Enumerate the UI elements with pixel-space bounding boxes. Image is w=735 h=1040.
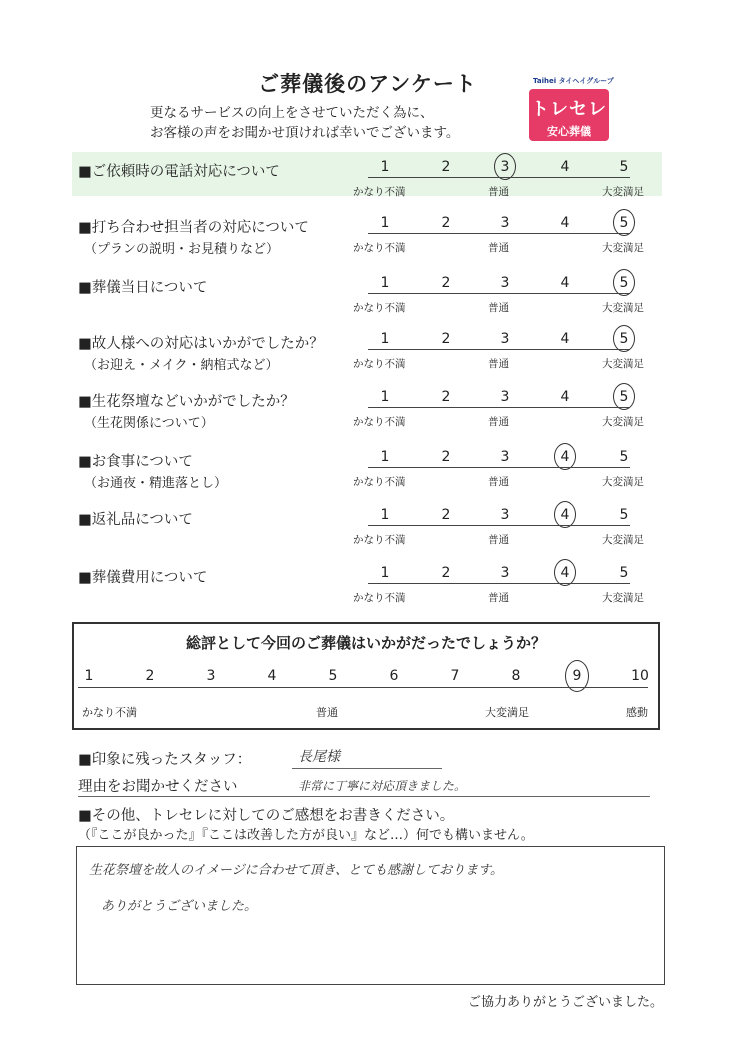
selected-rating-circle [554,501,576,528]
selected-rating-circle [613,325,635,352]
scale-label-mid: 普通 [488,534,509,546]
question-label: ■ご依頼時の電話対応について [78,164,280,180]
rating-option: 4 [560,389,570,405]
selected-rating-circle [494,153,516,180]
scale-label-low: かなり不満 [353,358,406,370]
overall-box [72,622,660,730]
rating-option: 4 [560,215,570,231]
rating-option: 5 [619,389,629,405]
rating-option: 1 [380,331,390,347]
overall-option: 6 [389,668,399,684]
rating-option: 1 [380,159,390,175]
rating-option: 3 [500,507,510,523]
rating-option: 3 [500,389,510,405]
scale-label-mid: 普通 [488,302,509,314]
question-label: ■生花祭壇などいかがでしたか？ [78,394,295,410]
overall-label-mid: 普通 [316,706,338,719]
scale-label-high: 大変満足 [602,534,644,546]
scale-line [368,293,630,294]
question-sub: （お迎え・メイク・納棺式など） [84,358,279,373]
rating-option: 1 [380,389,390,405]
overall-option: 9 [572,668,582,684]
rating-option: 4 [560,565,570,581]
selected-rating-circle [613,269,635,296]
overall-question: 総評として今回のご葬儀はいかがだったでしょうか？ [185,634,546,652]
comment-line-2: ありがとうございました。 [101,899,258,914]
question-label: ■葬儀当日について [78,280,208,296]
question-label: ■故人様への対応はいかがでしたか？ [78,336,324,352]
rating-option: 5 [619,331,629,347]
overall-option: 5 [328,668,338,684]
overall-option: 4 [267,668,277,684]
scale-label-low: かなり不満 [353,476,406,488]
question-label: ■打ち合わせ担当者の対応について [78,220,309,236]
rating-option: 2 [441,507,451,523]
tresele-logo [529,89,609,141]
scale-label-high: 大変満足 [602,358,644,370]
scale-label-mid: 普通 [488,476,509,488]
overall-scale-line [78,687,648,688]
rating-option: 2 [441,389,451,405]
footer-thanks: ご協力ありがとうございました。 [468,995,664,1010]
question-label: ■葬儀費用について [78,570,208,586]
rating-option: 2 [441,565,451,581]
overall-label-low: かなり不満 [82,706,137,719]
rating-option: 3 [500,331,510,347]
overall-option: 2 [145,668,155,684]
scale-label-low: かなり不満 [353,242,406,254]
scale-label-mid: 普通 [488,416,509,428]
other-note: （『ここが良かった』『ここは改善した方が良い』など…）何でも構いません。 [78,828,534,843]
selected-rating-circle [554,559,576,586]
scale-line [368,349,630,350]
scale-label-low: かなり不満 [353,534,406,546]
question-sub: （お通夜・精進落とし） [84,476,228,491]
reason-underline [78,796,650,797]
rating-option: 5 [619,565,629,581]
rating-option: 3 [500,215,510,231]
question-sub: （プランの説明・お見積りなど） [84,242,280,257]
overall-option: 10 [631,668,649,684]
rating-option: 2 [441,159,451,175]
rating-option: 1 [380,507,390,523]
scale-label-mid: 普通 [488,358,509,370]
rating-option: 1 [380,275,390,291]
comment-box [76,846,665,985]
scale-label-high: 大変満足 [602,416,644,428]
rating-option: 1 [380,215,390,231]
question-label: ■返礼品について [78,512,193,528]
overall-option: 1 [84,668,94,684]
rating-option: 1 [380,449,390,465]
scale-label-low: かなり不満 [353,302,406,314]
rating-option: 2 [441,215,451,231]
rating-option: 5 [619,159,629,175]
overall-option: 7 [450,668,460,684]
reason-label: 理由をお聞かせください [78,779,238,795]
scale-label-low: かなり不満 [353,592,406,604]
scale-line [368,177,630,178]
rating-option: 3 [500,159,510,175]
group-logo: Taihei タイヘイグループ [533,77,614,85]
scale-label-mid: 普通 [488,186,509,198]
overall-label-high: 大変満足 [485,706,529,719]
scale-label-low: かなり不満 [353,416,406,428]
reason-value: 非常に丁寧に対応頂きました。 [298,779,467,793]
scale-label-high: 大変満足 [602,592,644,604]
comment-line-1: 生花祭壇を故人のイメージに合わせて頂き、とても感謝しております。 [89,863,504,878]
intro-line-1: 更なるサービスの向上をさせていただく為に、 [150,105,434,121]
selected-rating-circle [613,209,635,236]
question-sub: （生花関係について） [84,416,214,431]
scale-label-low: かなり不満 [353,186,406,198]
overall-label-top: 感動 [626,706,648,719]
scale-line [368,407,630,408]
scale-label-high: 大変満足 [602,186,644,198]
scale-line [368,525,630,526]
rating-option: 5 [619,215,629,231]
scale-label-high: 大変満足 [602,242,644,254]
overall-option: 8 [511,668,521,684]
rating-option: 4 [560,331,570,347]
rating-option: 3 [500,565,510,581]
logo-name: トレセレ [531,99,607,120]
rating-option: 4 [560,159,570,175]
rating-option: 5 [619,449,629,465]
rating-option: 2 [441,331,451,347]
selected-rating-circle [554,443,576,470]
other-label: ■その他、トレセレに対してのご感想をお書きください。 [78,808,455,824]
staff-label: ■印象に残ったスタッフ： [78,752,252,768]
rating-option: 2 [441,275,451,291]
scale-label-high: 大変満足 [602,476,644,488]
rating-option: 4 [560,275,570,291]
rating-option: 5 [619,275,629,291]
scale-line [368,467,630,468]
rating-option: 4 [560,449,570,465]
selected-rating-circle [613,383,635,410]
scale-line [368,583,630,584]
rating-option: 4 [560,507,570,523]
staff-value: 長尾様 [298,749,340,765]
rating-option: 1 [380,565,390,581]
intro-line-2: お客様の声をお聞かせ頂ければ幸いでございます。 [150,125,460,141]
scale-label-mid: 普通 [488,242,509,254]
scale-label-mid: 普通 [488,592,509,604]
logo-tagline: 安心葬儀 [547,125,591,138]
question-label: ■お食事について [78,454,193,470]
rating-option: 2 [441,449,451,465]
rating-option: 3 [500,449,510,465]
scale-line [368,233,630,234]
rating-option: 5 [619,507,629,523]
staff-underline [292,768,442,769]
page-title: ご葬儀後のアンケート [258,72,477,96]
overall-option: 3 [206,668,216,684]
scale-label-high: 大変満足 [602,302,644,314]
rating-option: 3 [500,275,510,291]
